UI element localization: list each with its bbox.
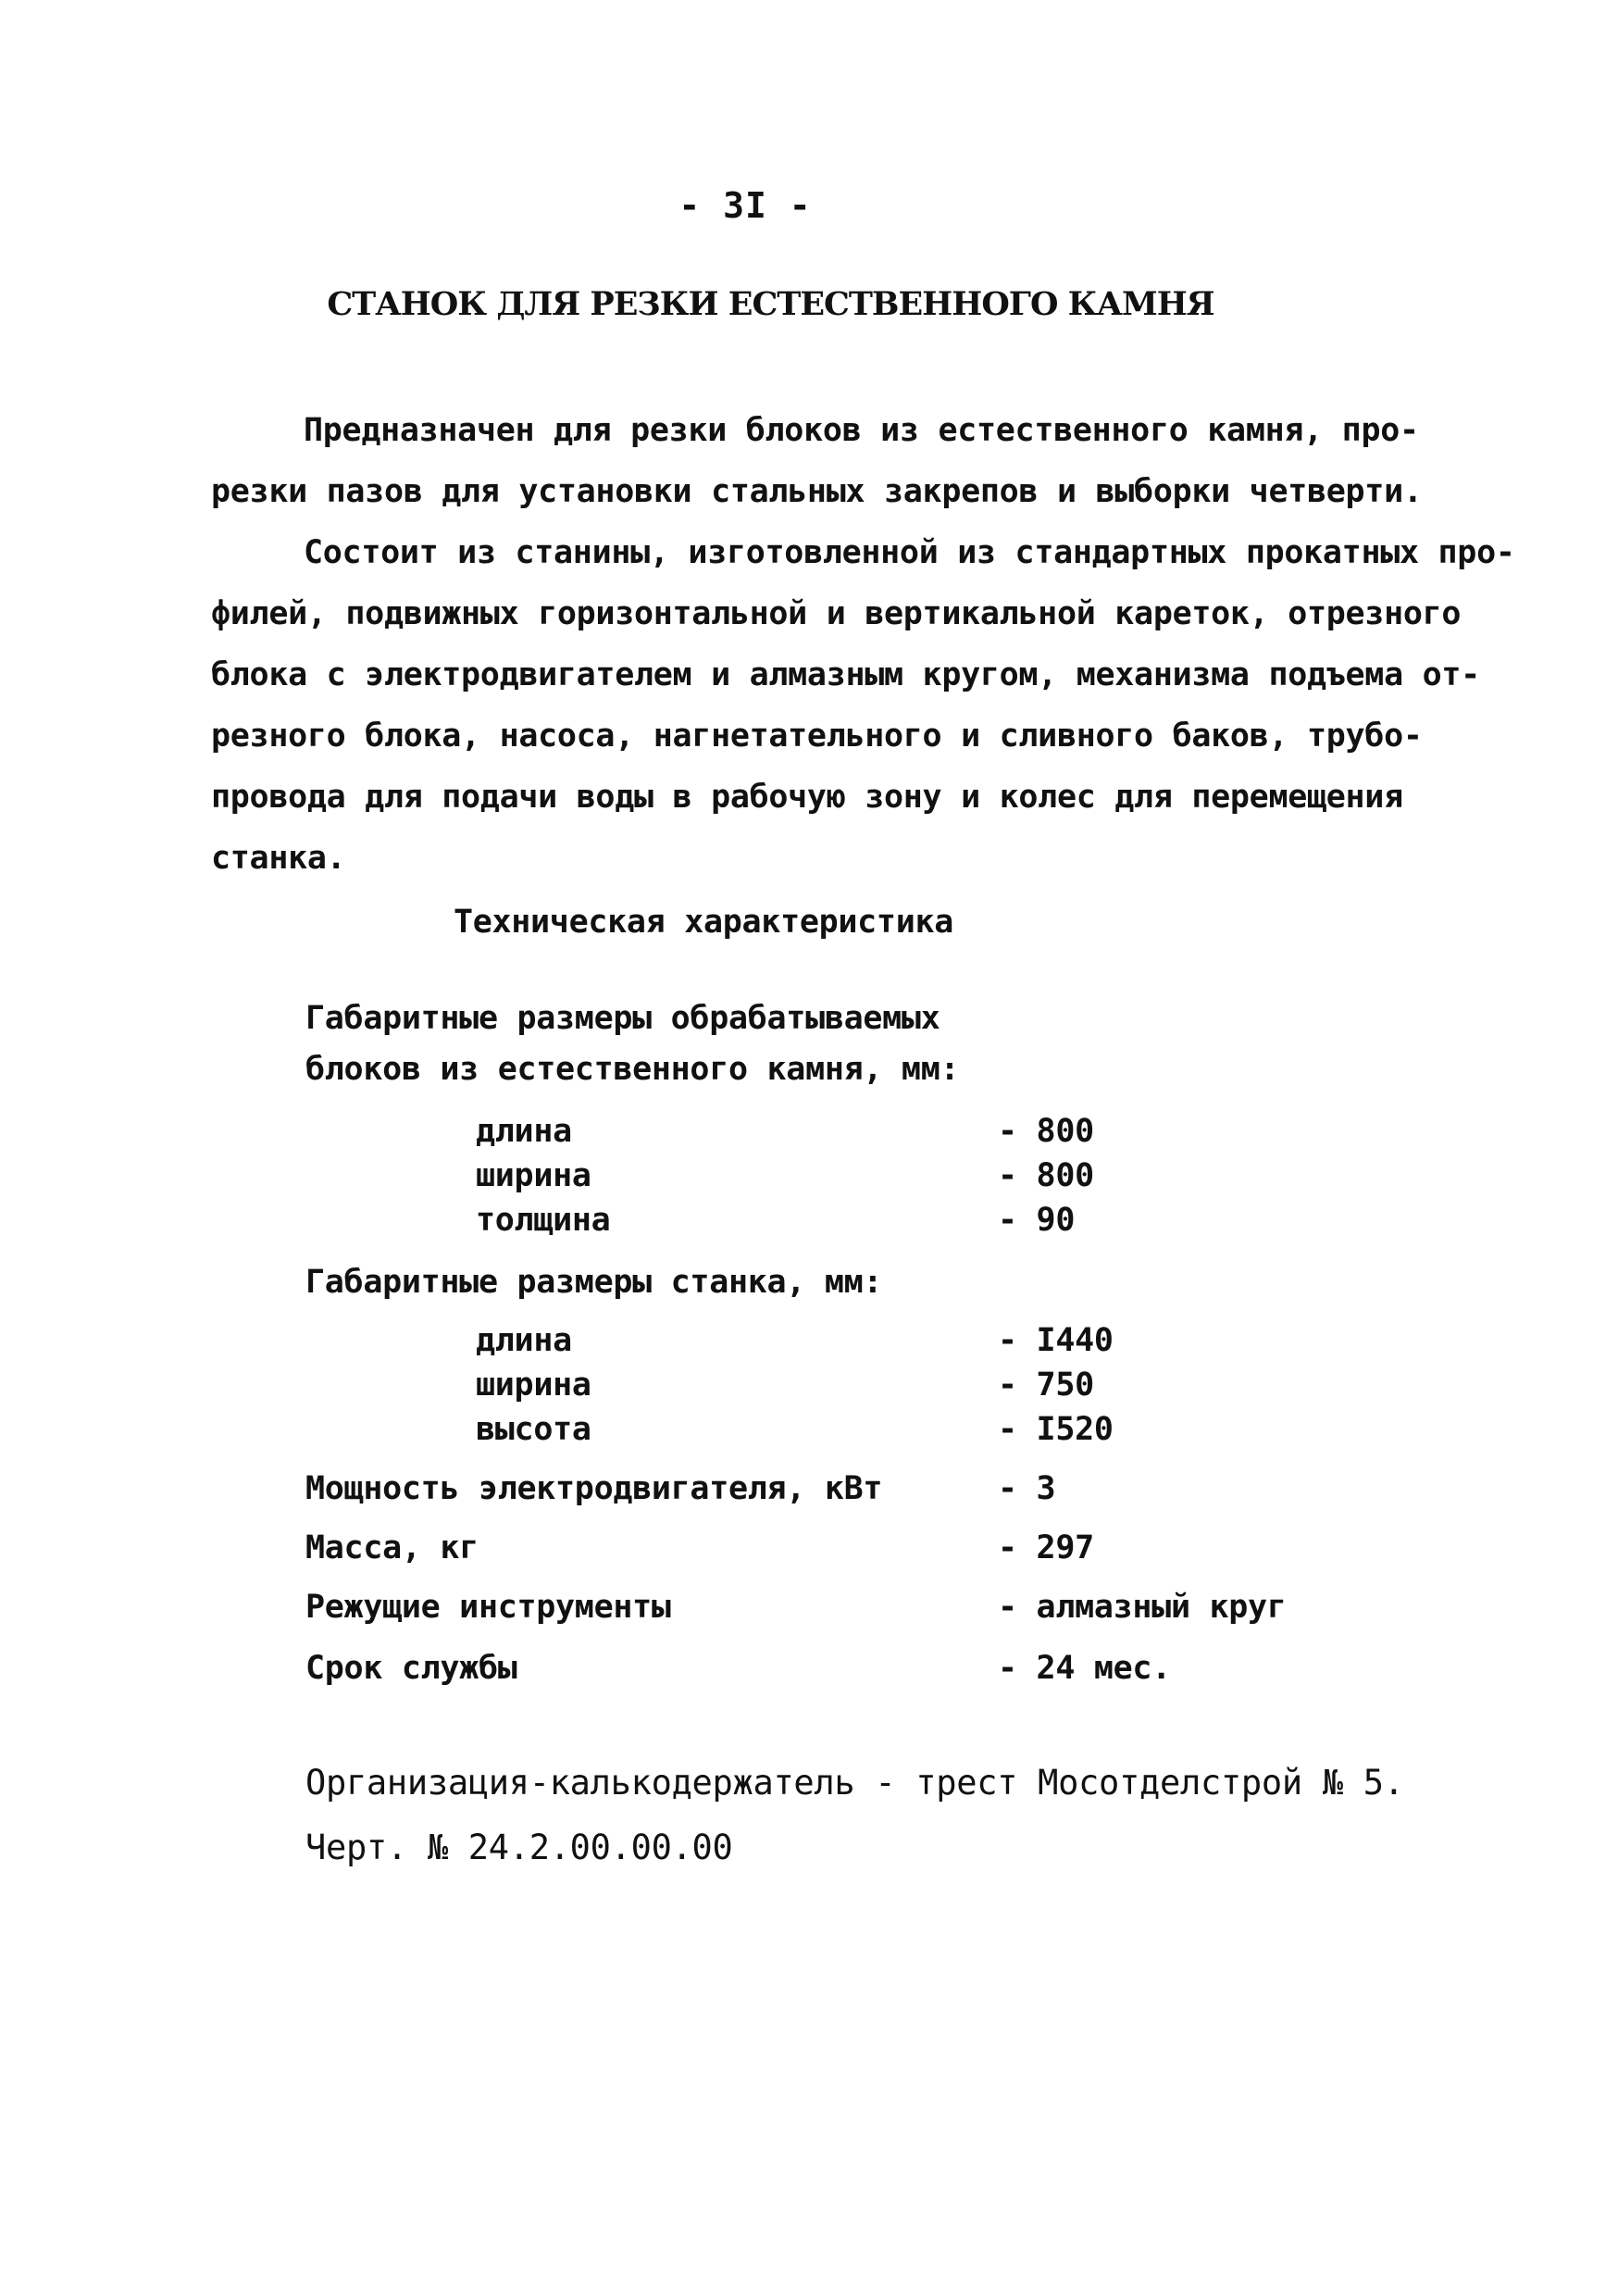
purpose-paragraph (211, 400, 1470, 522)
paragraph-line: провода для подачи воды в рабочую зону и колес для перемещения (211, 779, 1403, 816)
spec-value: - 750 (998, 1366, 1094, 1404)
spec-value: - I520 (998, 1411, 1114, 1448)
drawing-number: Черт. № 24.2.00.00.00 (305, 1828, 733, 1867)
spec-label: Срок службы (305, 1650, 517, 1687)
spec-value: - 90 (998, 1202, 1076, 1239)
spec-label: Режущие инструменты (305, 1589, 671, 1626)
document-title: СТАНОК ДЛЯ РЕЗКИ ЕСТЕСТВЕННОГО КАМНЯ (327, 285, 1214, 323)
paragraph-line: Предназначен для резки блоков из естественного камня, про- (304, 412, 1419, 449)
page-number: - 3I - (678, 185, 812, 226)
spec-label: длина (476, 1113, 572, 1150)
spec-label: Масса, кг (305, 1529, 479, 1566)
calc-holder-line: Организация-калькодержатель - трест Мосотделстрой № 5. (305, 1763, 1404, 1803)
spec-label: ширина (476, 1366, 591, 1404)
spec-value: - 24 мес. (998, 1650, 1171, 1687)
spec-group-heading: Габаритные размеры станка, мм: (305, 1264, 883, 1301)
spec-label: толщина (476, 1202, 611, 1239)
spec-label: Мощность электродвигателя, кВт (305, 1470, 883, 1507)
paragraph-line: Состоит из станины, изготовленной из стандартных прокатных про- (304, 534, 1515, 571)
paragraph-line: резного блока, насоса, нагнетательного и сливного баков, трубо- (211, 718, 1423, 755)
spec-label: длина (476, 1322, 572, 1359)
spec-value: - I440 (998, 1322, 1114, 1359)
paragraph-line: блока с электродвигателем и алмазным кругом, механизма подъема от- (211, 656, 1480, 693)
spec-label: высота (476, 1411, 591, 1448)
spec-value: - 800 (998, 1157, 1094, 1194)
spec-group-heading: Габаритные размеры обрабатываемых (305, 1000, 940, 1037)
paragraph-line: резки пазов для установки стальных закрепов и выборки четверти. (211, 473, 1423, 510)
spec-group-heading: блоков из естественного камня, мм: (305, 1051, 960, 1088)
composition-paragraph (211, 522, 1515, 889)
paragraph-line: филей, подвижных горизонтальной и вертикальной кареток, отрезного (211, 595, 1462, 632)
spec-value: - алмазный круг (998, 1589, 1287, 1626)
paragraph-line: станка. (211, 840, 346, 877)
spec-value: - 800 (998, 1113, 1094, 1150)
spec-value: - 297 (998, 1529, 1094, 1566)
spec-label: ширина (476, 1157, 591, 1194)
spec-heading: Техническая характеристика (453, 904, 954, 941)
spec-value: - 3 (998, 1470, 1056, 1507)
